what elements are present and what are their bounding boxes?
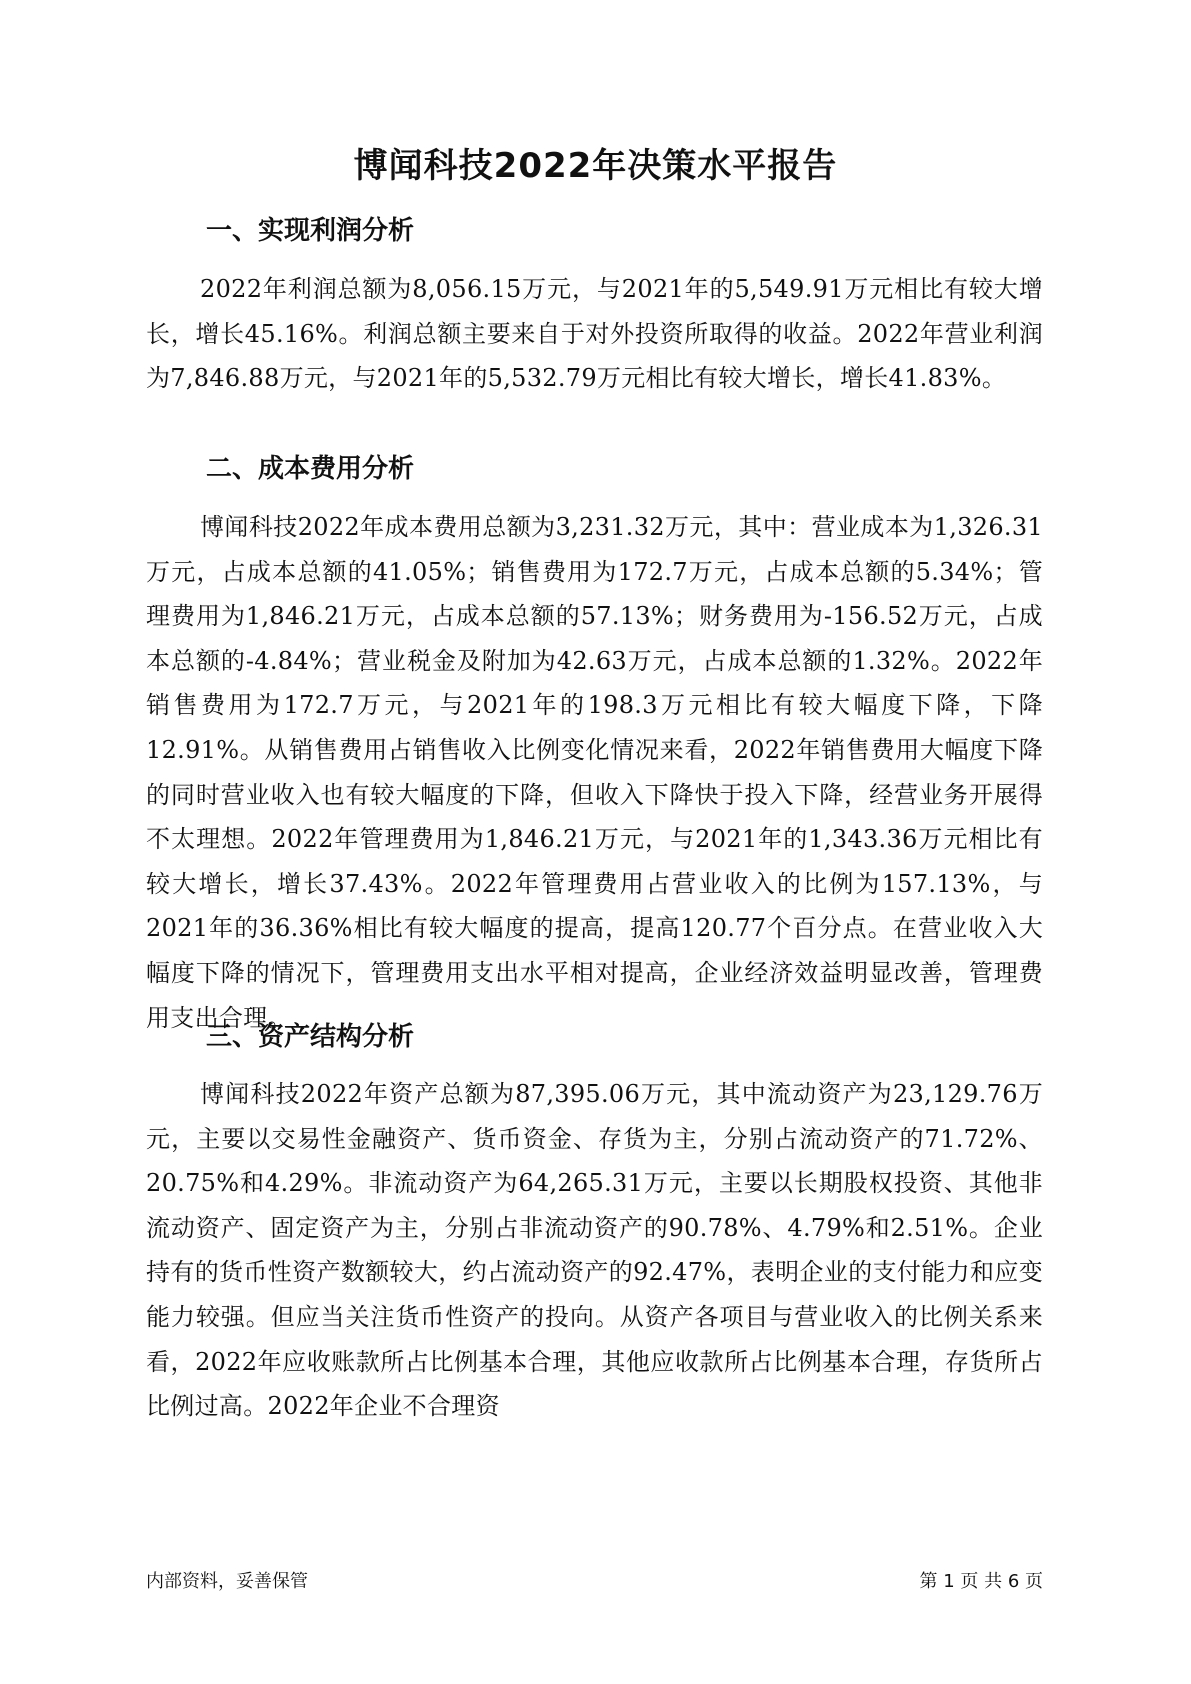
section-body-cost: 博闻科技2022年成本费用总额为3,231.32万元，其中：营业成本为1,326.31万元，占成本总额的41.05%；销售费用为172.7万元，占成本总额的5.34%；管理费用为1,846.21万元，占成本总额的57.13%；财务费用为-156.52万元，占成本总额的-4.84%；营业税金及附加为42.63万元，占成本总额的1.32%。2022年销售费用为172.7万元，与2021年的198.3万元相比有较大幅度下降，下降12.91%。从销售费用占销售收入比例变化情况来看，2022年销售费用大幅度下降的同时营业收入也有较大幅度的下降，但收入下降快于投入下降，经营业务开展得不太理想。2022年管理费用为1,846.21万元，与2021年的1,343.36万元相比有较大增长，增长37.43%。2022年管理费用占营业收入的比例为157.13%，与2021年的36.36%相比有较大幅度的提高，提高120.77个百分点。在营业收入大幅度下降的情况下，管理费用支出水平相对提高，企业经济效益明显改善，管理费用支出合理。 (146, 513, 1043, 1032)
section-body-profit: 2022年利润总额为8,056.15万元，与2021年的5,549.91万元相比有较大增长，增长45.16%。利润总额主要来自于对外投资所取得的收益。2022年营业利润为7,846.88万元，与2021年的5,532.79万元相比有较大增长，增长41.83%。 (146, 275, 1043, 393)
page-title: 博闻科技2022年决策水平报告 (353, 146, 838, 186)
section-heading-cost: 二、成本费用分析 (206, 454, 415, 484)
section-heading-profit: 一、实现利润分析 (206, 216, 415, 246)
footer-confidential-note: 内部资料，妥善保管 (146, 1571, 308, 1592)
section-heading-assets: 三、资产结构分析 (206, 1022, 415, 1052)
section-body-assets: 博闻科技2022年资产总额为87,395.06万元，其中流动资产为23,129.76万元，主要以交易性金融资产、货币资金、存货为主，分别占流动资产的71.72%、20.75%和4.29%。非流动资产为64,265.31万元，主要以长期股权投资、其他非流动资产、固定资产为主，分别占非流动资产的90.78%、4.79%和2.51%。企业持有的货币性资产数额较大，约占流动资产的92.47%，表明企业的支付能力和应变能力较强。但应当关注货币性资产的投向。从资产各项目与营业收入的比例关系来看，2022年应收账款所占比例基本合理，其他应收款所占比例基本合理，存货所占比例过高。2022年企业不合理资 (146, 1080, 1043, 1421)
footer-page-number: 第 1 页 共 6 页 (919, 1571, 1043, 1592)
